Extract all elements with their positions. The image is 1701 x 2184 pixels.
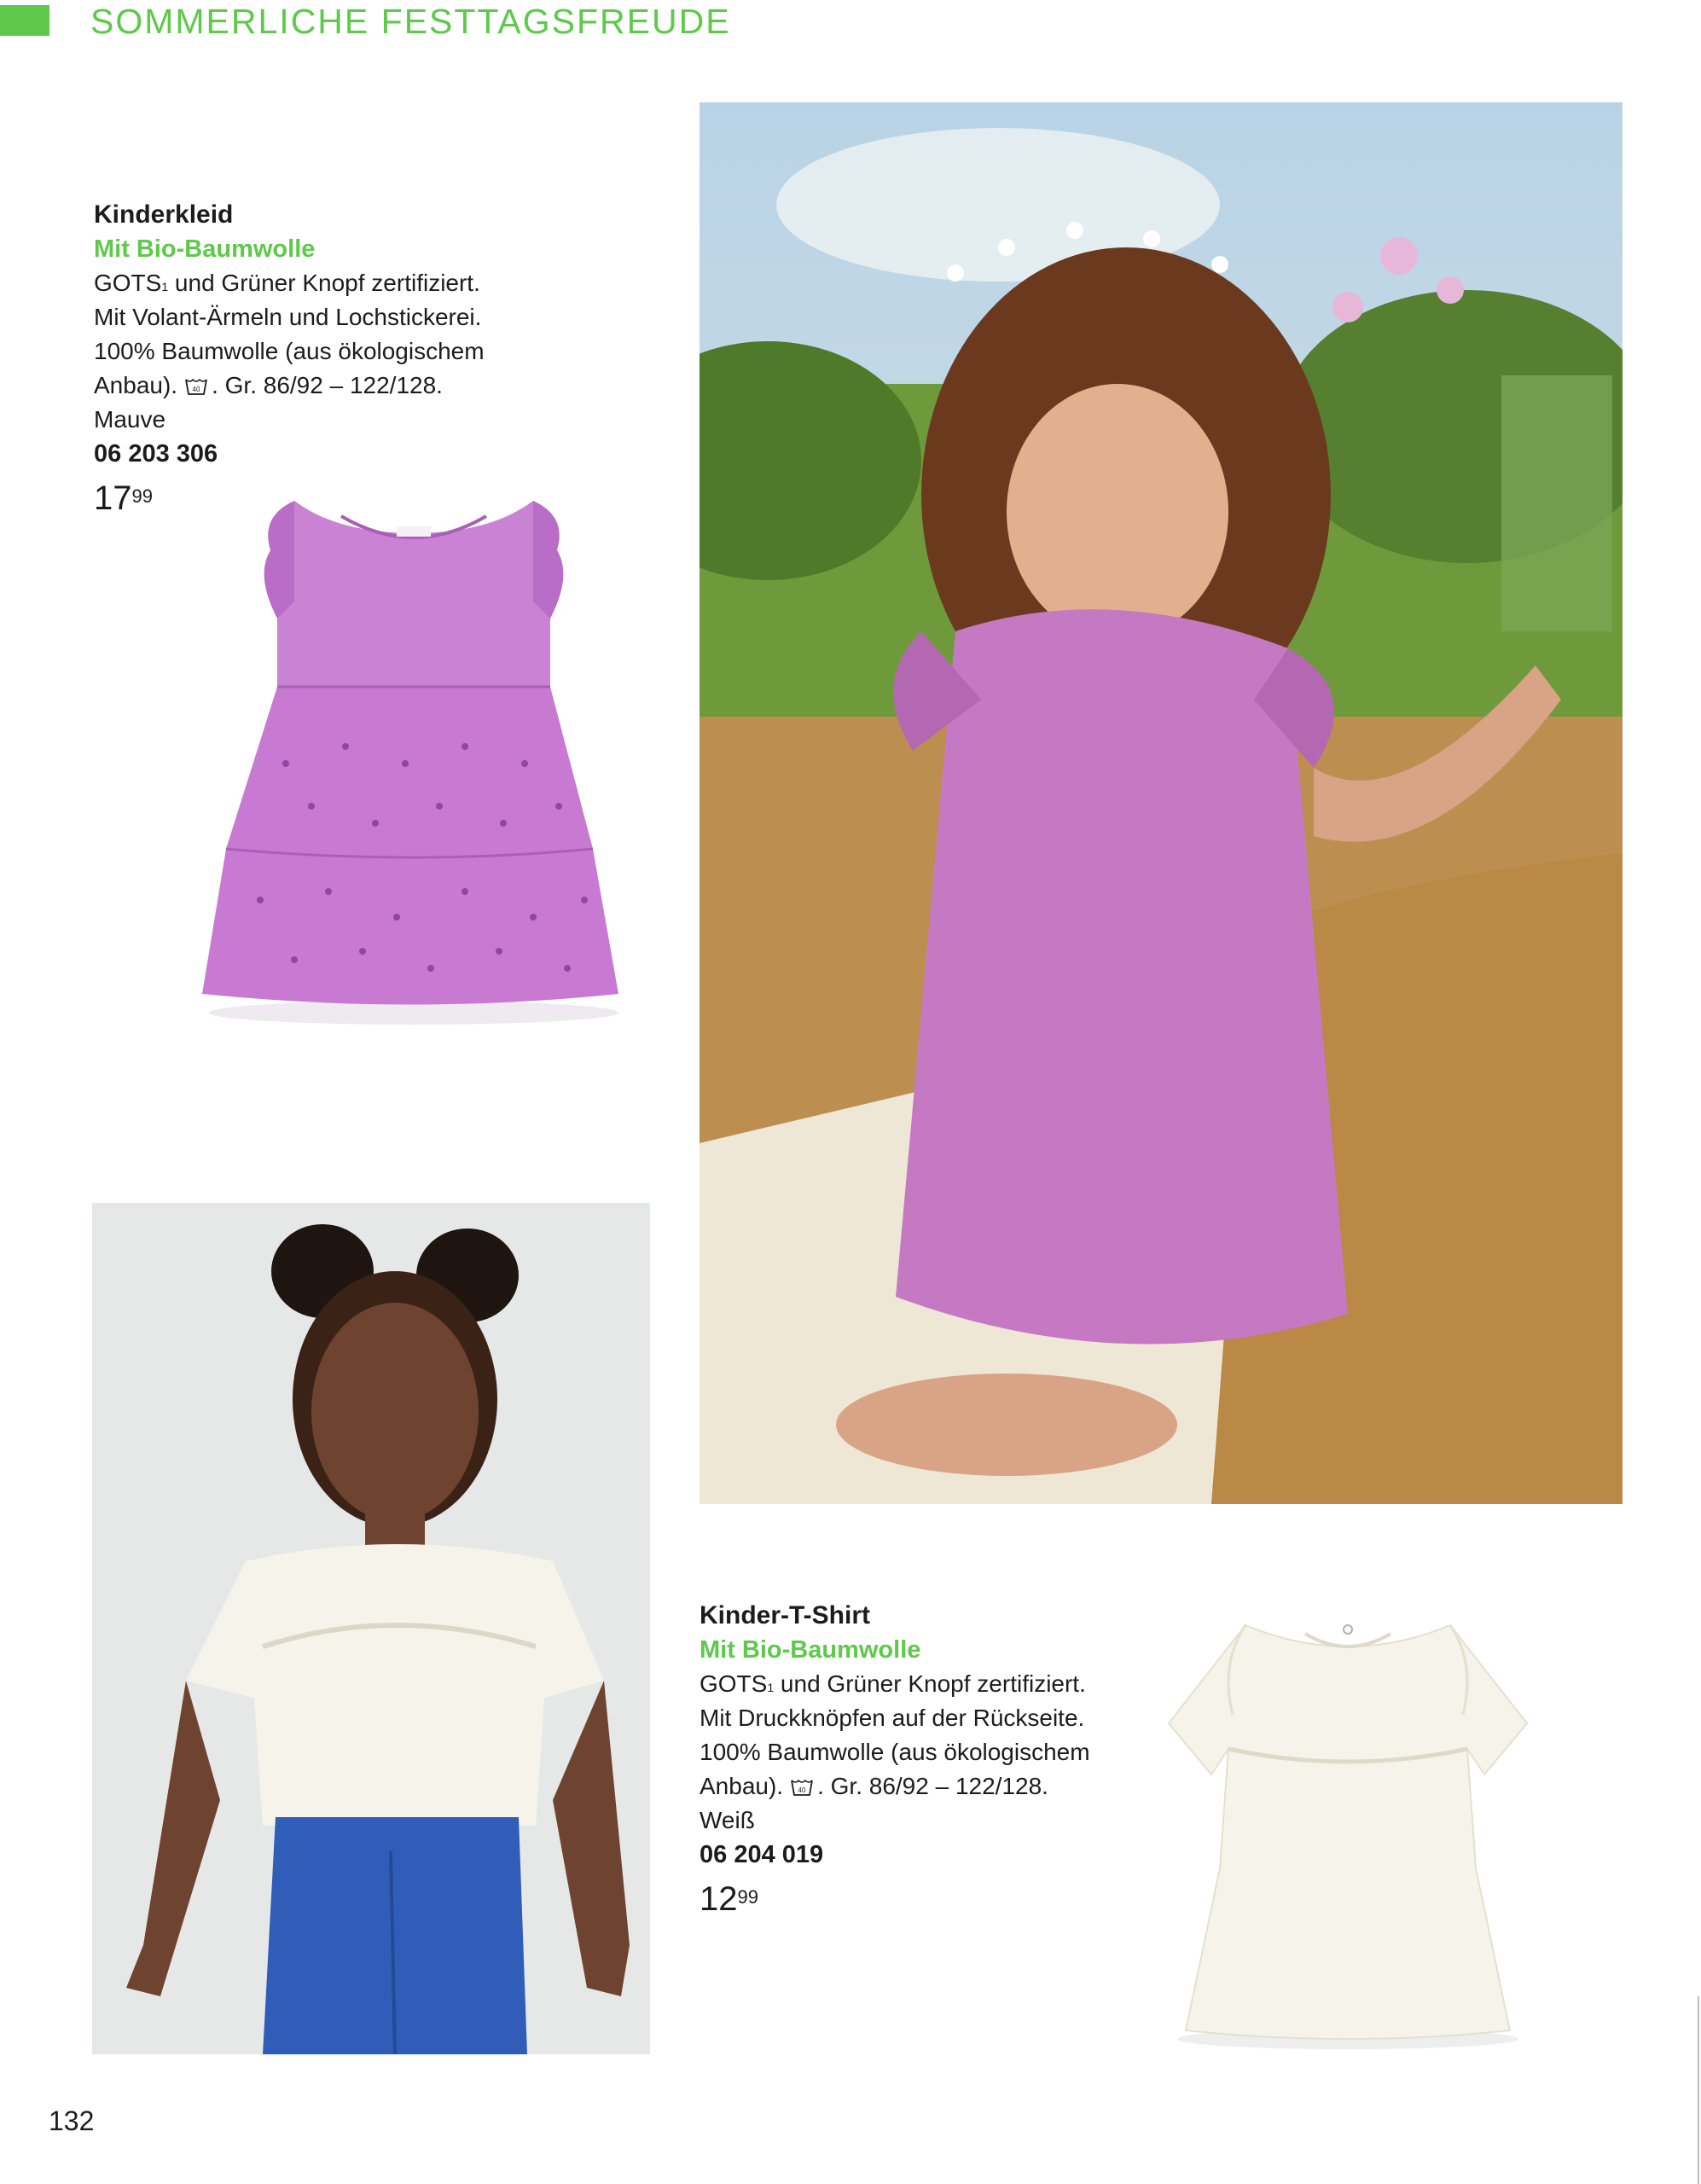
wash-40-icon [184,377,208,398]
product-description-line: GOTS$^1$ und Grüner Knopf zertifiziert. [94,270,480,296]
product-image-white-tshirt [1152,1612,1544,2056]
page-edge-line [1698,1996,1699,2184]
page-header-title: SOMMERLICHE FESTTAGSFREUDE [90,2,731,41]
svg-text:40: 40 [798,1786,806,1794]
product-description-line: Mit Volant-Ärmeln und Lochstickerei. [94,304,482,330]
product-description-line: Anbau). 40 . Gr. 86/92 – 122/128. [94,372,443,398]
product-image-mauve-dress [192,491,636,1037]
wash-40-icon [790,1778,814,1798]
product-description-line: GOTS$^1$ und Grüner Knopf zertifiziert. [700,1670,1086,1697]
product-color: Weiß [700,1807,755,1833]
svg-text:40: 40 [192,385,200,393]
footnote-marker: 1 [161,280,169,293]
product-description-line: Mit Druckknöpfen auf der Rückseite. [700,1705,1085,1731]
product-price: $12^{99}$ [700,1880,758,1918]
header-accent-bar [0,5,49,36]
product-kinder-tshirt-info [700,1599,1090,1918]
product-name: Kinder-T-Shirt [700,1601,870,1629]
product-subtitle: Mit Bio-Baumwolle [700,1636,921,1664]
product-description-line: Anbau). 40 . Gr. 86/92 – 122/128. [700,1773,1048,1799]
product-kinderkleid-info [94,198,485,517]
product-price: $17^{99}$ [94,479,153,517]
product-description-line: 100% Baumwolle (aus ökologischem [700,1739,1090,1765]
article-number: 06 203 306 [94,440,218,468]
lifestyle-photo-girl-mauve-dress [700,102,1623,1504]
article-number: 06 204 019 [700,1841,824,1868]
page-number: 132 [49,2106,95,2136]
footnote-marker: 1 [767,1681,775,1694]
product-description-line: 100% Baumwolle (aus ökologischem [94,338,485,364]
product-color: Mauve [94,406,166,433]
product-subtitle: Mit Bio-Baumwolle [94,235,316,263]
lifestyle-photo-girl-white-tshirt [92,1203,650,2054]
product-name: Kinderkleid [94,200,234,229]
